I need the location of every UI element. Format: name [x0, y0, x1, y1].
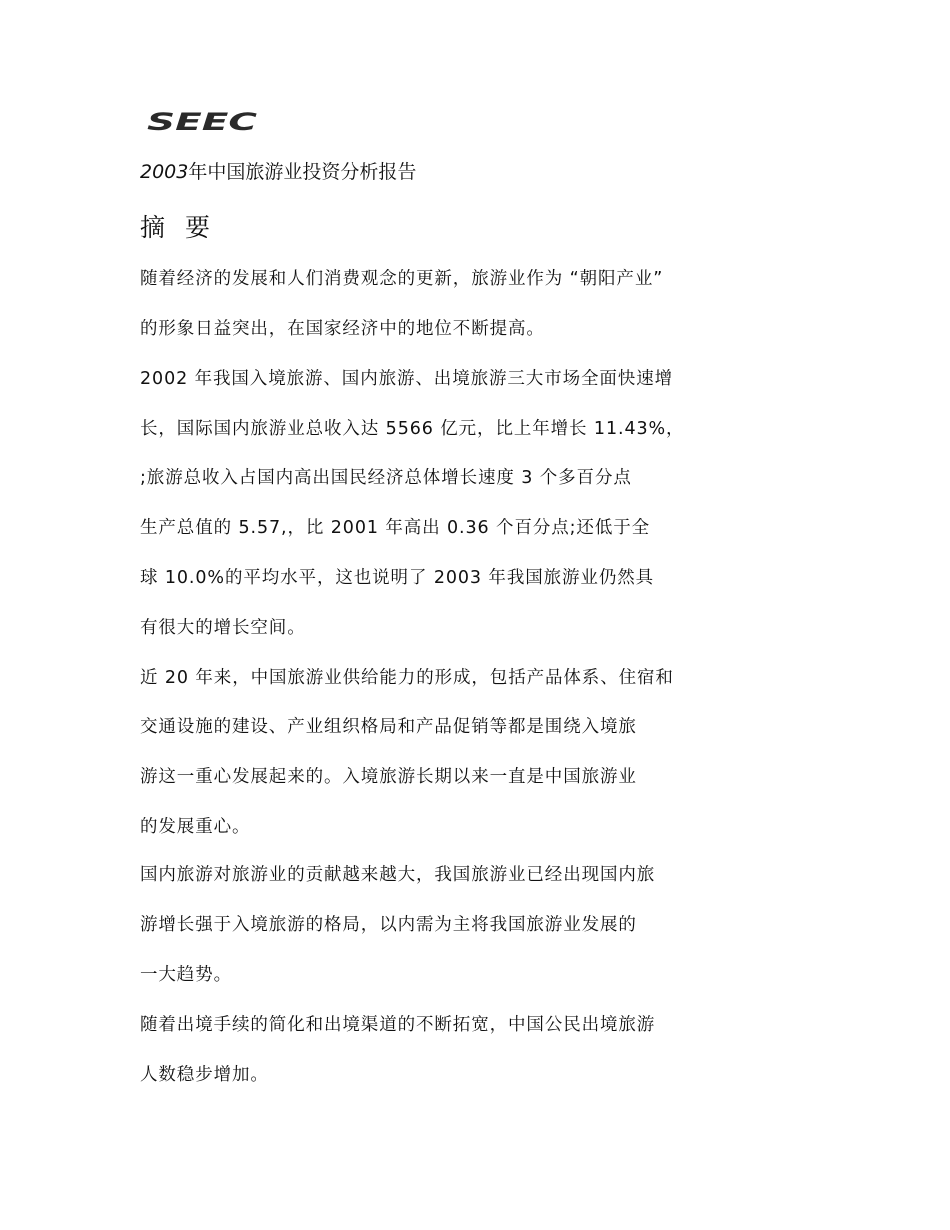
summary-line: ;旅游总收入占国内高出国民经济总体增长速度 3 个多百分点 [140, 468, 632, 488]
summary-line: 随着经济的发展和人们消费观念的更新，旅游业作为 “朝阳产业” [140, 269, 664, 289]
summary-line: 随着出境手续的简化和出境渠道的不断拓宽，中国公民出境旅游 [140, 1015, 656, 1035]
summary-line: 有很大的增长空间。 [140, 618, 306, 638]
summary-line: 人数稳步增加。 [140, 1065, 269, 1085]
summary-line: 生产总值的 5.57,，比 2001 年高出 0.36 个百分点;还低于全 [140, 518, 651, 538]
summary-line: 游这一重心发展起来的。入境旅游长期以来一直是中国旅游业 [140, 767, 637, 787]
summary-line: 的形象日益突出，在国家经济中的地位不断提高。 [140, 319, 545, 339]
seec-logo [145, 108, 263, 138]
seec-logo-graphic [145, 108, 263, 138]
summary-line: 近 20 年来，中国旅游业供给能力的形成，包括产品体系、住宿和 [140, 668, 674, 688]
summary-line: 2002 年我国入境旅游、国内旅游、出境旅游三大市场全面快速增 [140, 369, 673, 389]
document-title-year: 2003 [140, 161, 189, 183]
summary-line: 国内旅游对旅游业的贡献越来越大，我国旅游业已经出现国内旅 [140, 865, 656, 885]
summary-line: 长，国际国内旅游业总收入达 5566 亿元，比上年增长 11.43%， [140, 419, 685, 439]
seec-logo-text: SEEC [147, 108, 258, 136]
summary-line: 球 10.0%的平均水平，这也说明了 2003 年我国旅游业仍然具 [140, 568, 655, 588]
document-title-text: 年中国旅游业投资分析报告 [188, 161, 417, 183]
summary-line: 一大趋势。 [140, 965, 232, 985]
summary-line: 游增长强于入境旅游的格局，以内需为主将我国旅游业发展的 [140, 915, 637, 935]
document-title [140, 158, 416, 186]
summary-line: 交通设施的建设、产业组织格局和产品促销等都是围绕入境旅 [140, 717, 637, 737]
summary-line: 的发展重心。 [140, 817, 251, 837]
summary-heading: 摘 要 [140, 213, 216, 242]
